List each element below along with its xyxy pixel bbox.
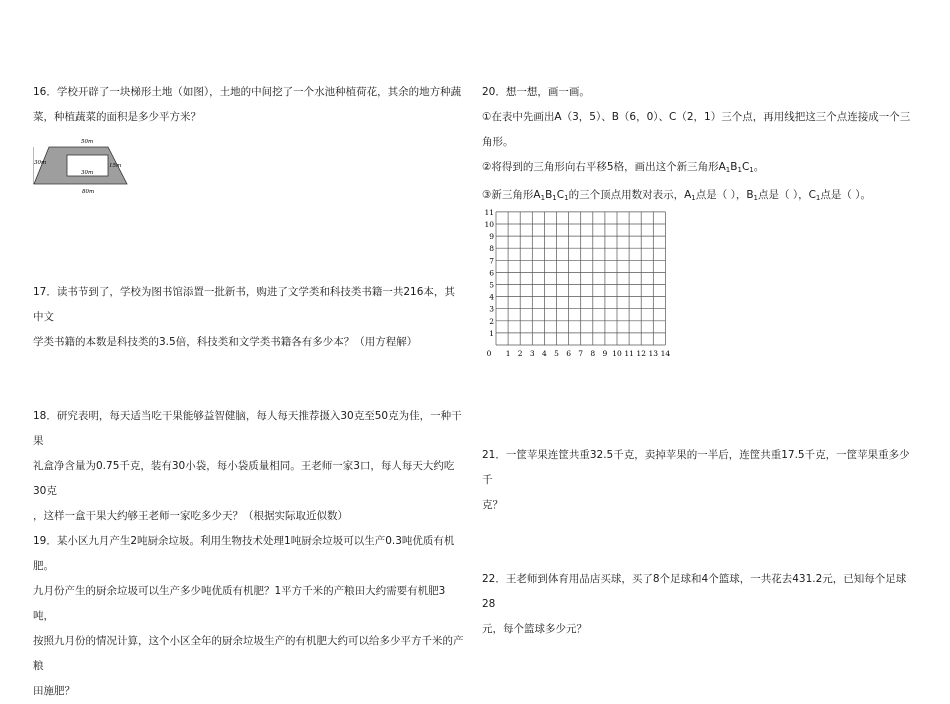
- q17-line-2: 学类书籍的本数是科技类的3.5倍，科技类和文学类书籍各有多少本？（用方程解）: [33, 336, 418, 348]
- q20-step3: ③新三角形$A_1B_1C_1$的三个顶点用数对表示，$A_1$点是（ ），$B_1$点是（ ），$C_1$点是（ ）。: [482, 189, 871, 202]
- x-tick-label: 7: [578, 349, 584, 358]
- x-tick-label: 1: [505, 349, 511, 358]
- pool-width-label: 15m: [109, 163, 122, 169]
- x-tick-label: 12: [636, 349, 646, 358]
- q19-line-1: 19．某小区九月产生2吨厨余垃圾。利用生物技术处理1吨厨余垃圾可以生产0.3吨优质有机肥。: [33, 535, 455, 572]
- q16-line-2: 菜，种植蔬菜的面积是多少平方米？: [33, 111, 201, 123]
- bottom-length-label: 80m: [82, 189, 95, 195]
- x-tick-label: 8: [590, 349, 596, 358]
- x-tick-label: 10: [612, 349, 622, 358]
- y-tick-label: 8: [489, 244, 494, 254]
- q18-line-3: ，这样一盒干果大约够王老师一家吃多少天？（根据实际取近似数）: [33, 510, 348, 522]
- question-22: [482, 567, 918, 642]
- y-tick-label: 1: [489, 328, 494, 338]
- x-tick-label: 11: [624, 349, 634, 358]
- y-tick-label: 3: [489, 304, 494, 314]
- question-17: [33, 280, 465, 355]
- y-tick-label: 7: [489, 256, 494, 266]
- q19-line-4: 田施肥？: [33, 685, 75, 697]
- height-label: 30m: [34, 160, 47, 166]
- q21-line-2: 克？: [482, 499, 503, 511]
- q19-line-3: 按照九月份的情况计算，这个小区全年的厨余垃圾生产的有机肥大约可以给多少平方千米的产粮: [33, 635, 464, 672]
- y-tick-label: 4: [489, 292, 494, 302]
- q20-title: 20．想一想，画一画。: [482, 86, 590, 98]
- y-tick-label: 6: [489, 268, 494, 278]
- question-21: [482, 443, 918, 518]
- q19-line-2: 九月份产生的厨余垃圾可以生产多少吨优质有机肥？1平方千米的产粮田大约需要有机肥3吨，: [33, 585, 446, 622]
- coordinate-grid[interactable]: [484, 209, 679, 361]
- x-tick-label: 2: [517, 349, 523, 358]
- x-tick-label: 5: [554, 349, 559, 358]
- y-tick-label: 10: [484, 220, 494, 229]
- trapezoid-figure: [33, 136, 133, 196]
- q18-line-1: 18．研究表明，每天适当吃干果能够益智健脑，每人每天推荐摄入30克至50克为佳，一种干果: [33, 410, 462, 447]
- x-tick-label: 4: [542, 349, 547, 358]
- pool-length-label: 30m: [81, 170, 94, 176]
- q20-step2: ②将得到的三角形向右平移5格，画出这个新三角形$A_1B_1C_1$。: [482, 161, 765, 174]
- q16-line-1: 16．学校开辟了一块梯形土地（如图），土地的中间挖了一个水池种植荷花，其余的地方种蔬: [33, 86, 462, 98]
- question-16: [33, 80, 465, 130]
- q22-line-2: 元，每个篮球多少元？: [482, 623, 587, 635]
- q20-step1-line-1: ①在表中先画出A（3，5）、B（6，0）、C（2，1）三个点，再用线把这三个点连接成一个三: [482, 111, 911, 123]
- q18-line-2: 礼盒净含量为0.75千克，装有30小袋，每小袋质量相同。王老师一家3口，每人每天大约吃30克: [33, 460, 455, 497]
- q22-line-1: 22．王老师到体育用品店买球，买了8个足球和4个篮球，一共花去431.2元，已知每个足球28: [482, 573, 907, 610]
- x-tick-label: 14: [660, 349, 671, 358]
- x-tick-label: 0: [486, 349, 492, 358]
- q17-line-1: 17．读书节到了，学校为图书馆添置一批新书，购进了文学类和科技类书籍一共216本，其中文: [33, 286, 455, 323]
- x-tick-label: 13: [648, 349, 659, 358]
- y-tick-label: 5: [489, 280, 494, 290]
- q21-line-1: 21．一筐苹果连筐共重32.5千克，卖掉苹果的一半后，连筐共重17.5千克，一筐苹果重多少千: [482, 449, 910, 486]
- x-tick-label: 3: [529, 349, 535, 358]
- x-tick-label: 6: [566, 349, 571, 358]
- q20-step1-line-2: 角形。: [482, 136, 514, 148]
- top-length-label: 50m: [81, 139, 94, 145]
- y-tick-label: 11: [484, 209, 494, 217]
- x-tick-label: 9: [602, 349, 608, 358]
- question-19: [33, 529, 465, 704]
- y-tick-label: 2: [489, 316, 494, 326]
- question-18: [33, 404, 465, 529]
- question-20: [482, 80, 918, 211]
- y-tick-label: 9: [489, 232, 494, 242]
